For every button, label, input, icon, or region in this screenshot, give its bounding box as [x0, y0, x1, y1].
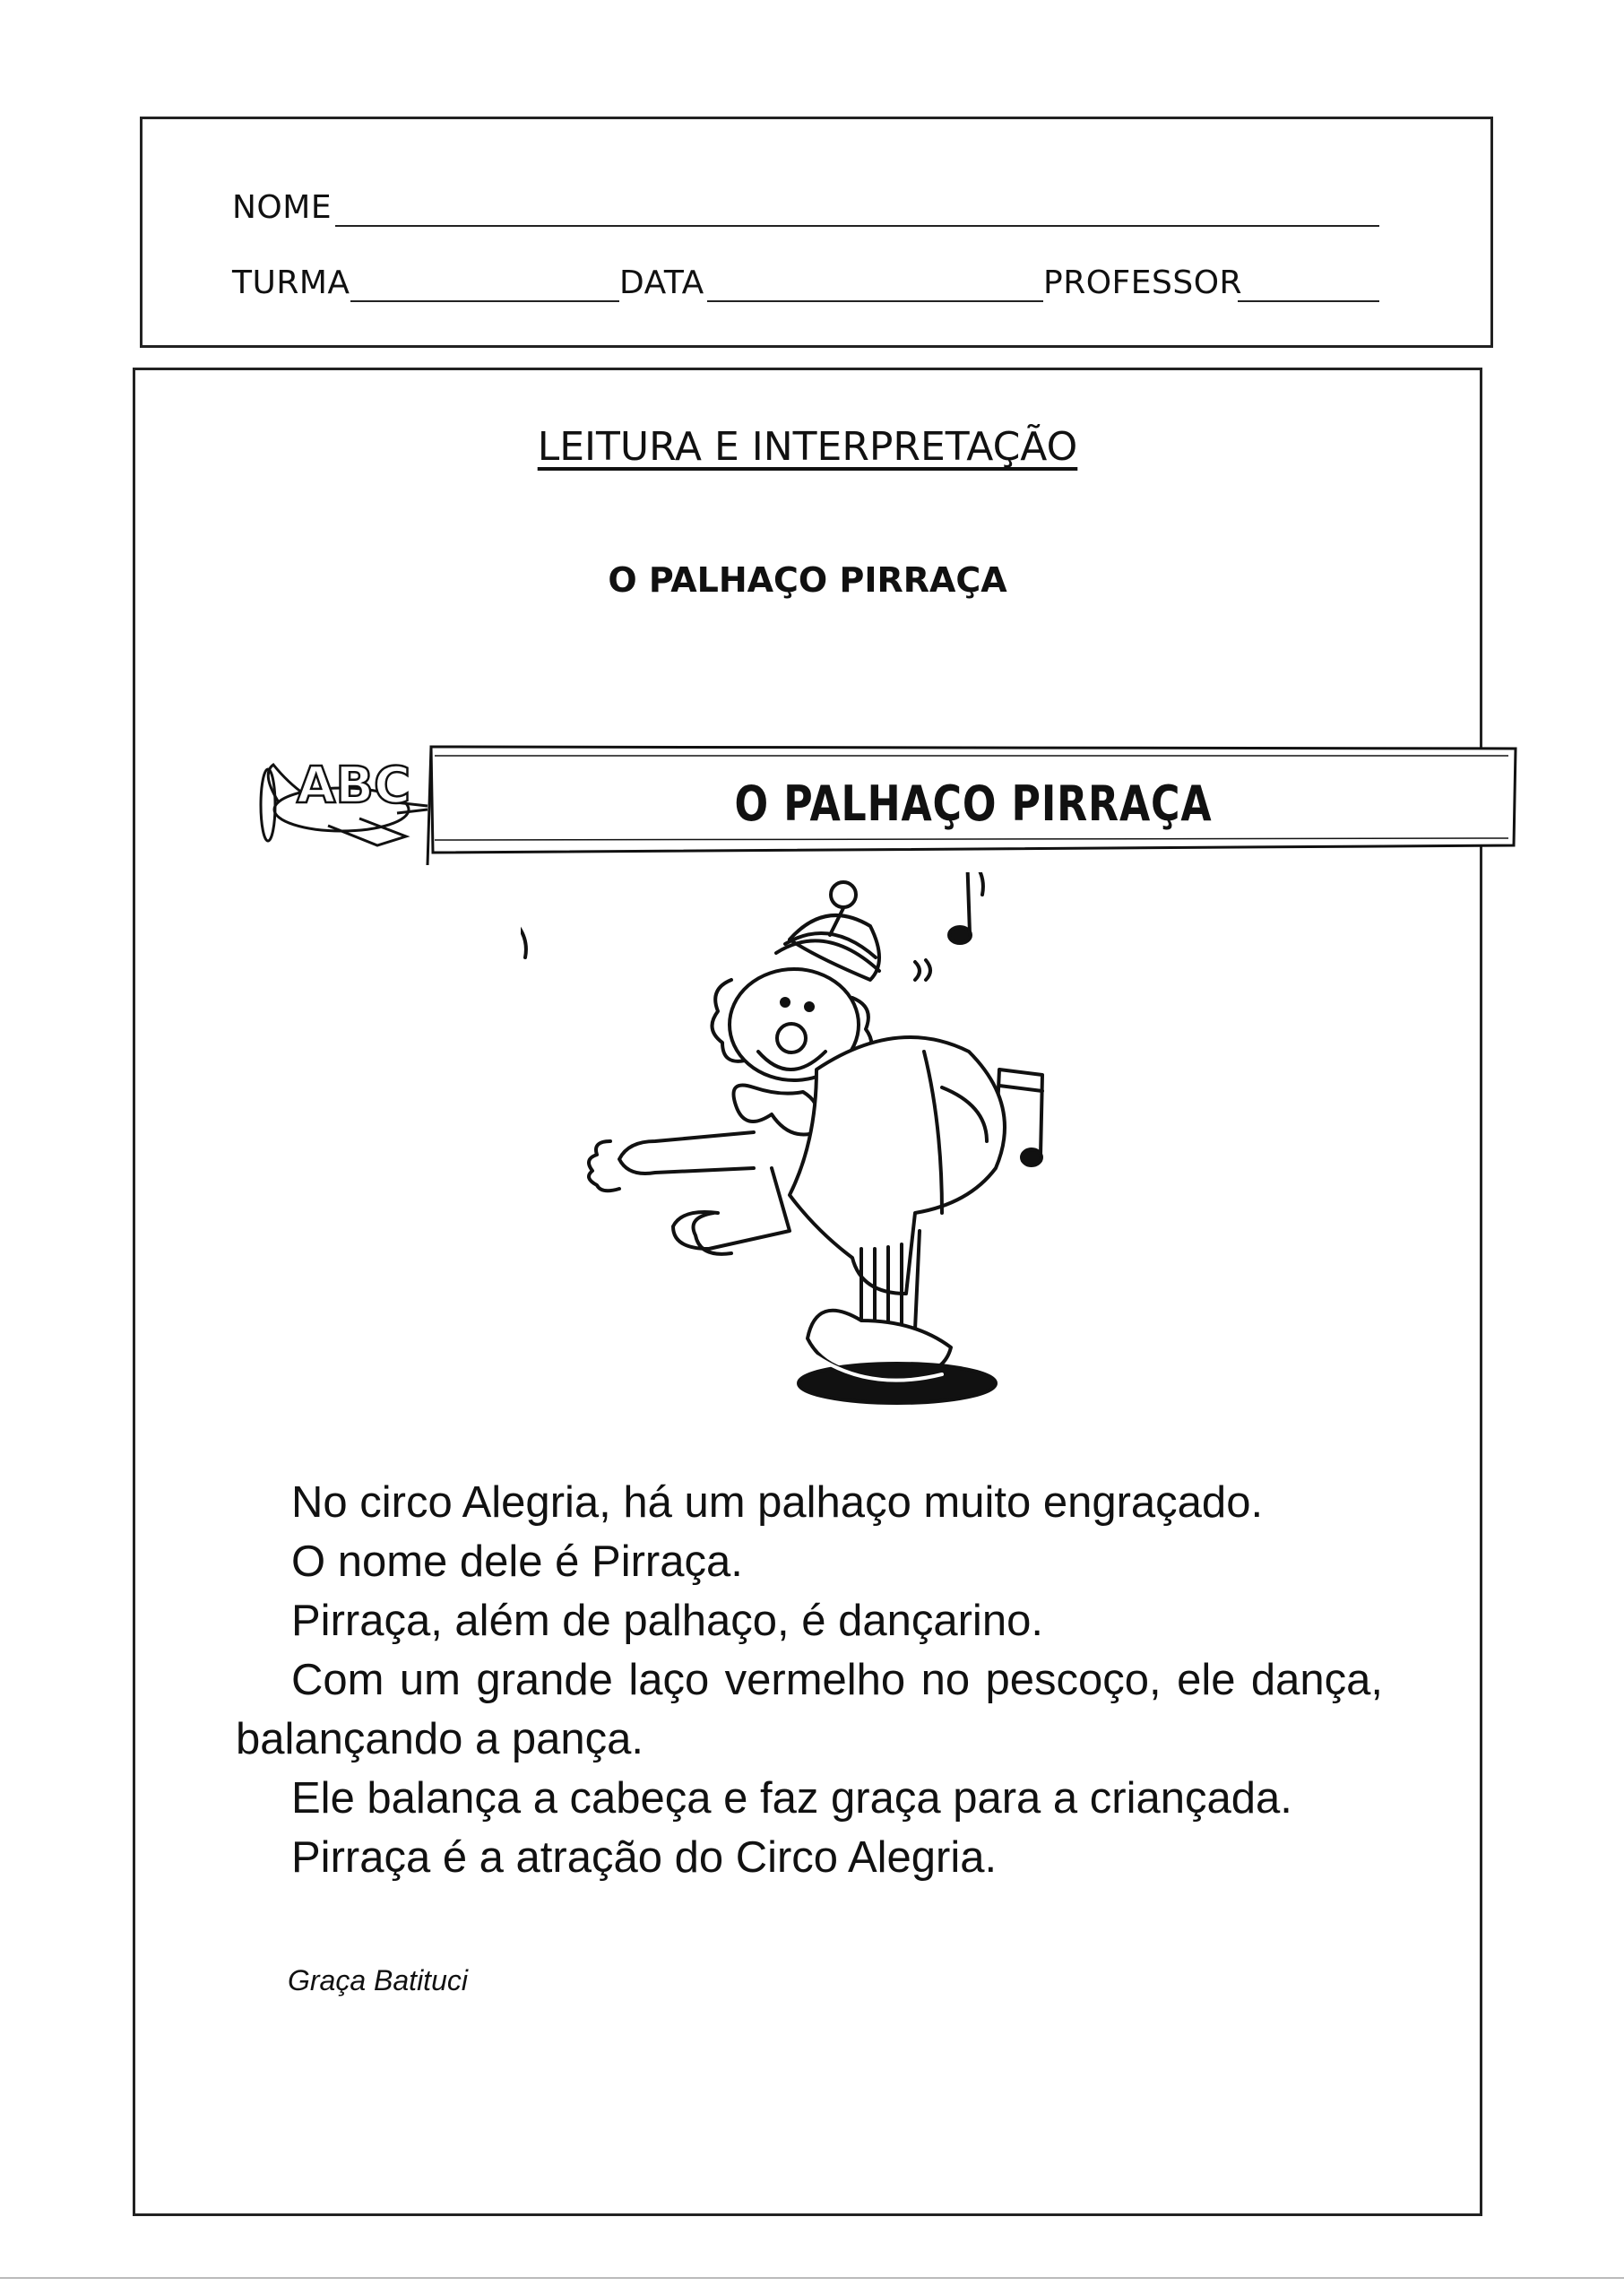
class-field-line[interactable] [350, 300, 619, 302]
story-paragraph: No circo Alegria, há um palhaço muito engraçado. [291, 1478, 1264, 1527]
section-title: LEITURA E INTERPRETAÇÃO [537, 424, 1078, 470]
page-bottom-edge [0, 2277, 1624, 2279]
plane-letters: ABC [297, 757, 411, 815]
story-title: O PALHAÇO PIRRAÇA [608, 560, 1007, 600]
story-paragraph: Ele balança a cabeça e faz graça para a criançada. [291, 1774, 1292, 1823]
author-credit: Graça Batituci [288, 1964, 468, 1996]
class-label: TURMA [232, 264, 350, 301]
teacher-label: PROFESSOR [1043, 264, 1243, 301]
story-paragraph: O nome dele é Pirraça. [291, 1537, 743, 1586]
teacher-field-line[interactable] [1238, 300, 1379, 302]
reading-box [133, 368, 1482, 2216]
story-paragraph: Com um grande laço vermelho no pescoço, ele dança, balançando a pança. [236, 1656, 1383, 1763]
banner-title: O PALHAÇO PIRRAÇA [734, 775, 1213, 832]
story-paragraph: Pirraça, além de palhaço, é dançarino. [291, 1597, 1043, 1645]
date-field-line[interactable] [707, 300, 1043, 302]
date-label: DATA [619, 264, 704, 301]
music-note-icon [949, 872, 983, 943]
student-info-box [140, 117, 1493, 348]
story-paragraph: Pirraça é a atração do Circo Alegria. [291, 1833, 998, 1882]
story-text [236, 1473, 1383, 1887]
clown-illustration [521, 872, 1166, 1428]
name-label: NOME [232, 189, 333, 226]
name-field-line[interactable] [335, 225, 1379, 227]
music-note-icon [521, 917, 526, 1015]
